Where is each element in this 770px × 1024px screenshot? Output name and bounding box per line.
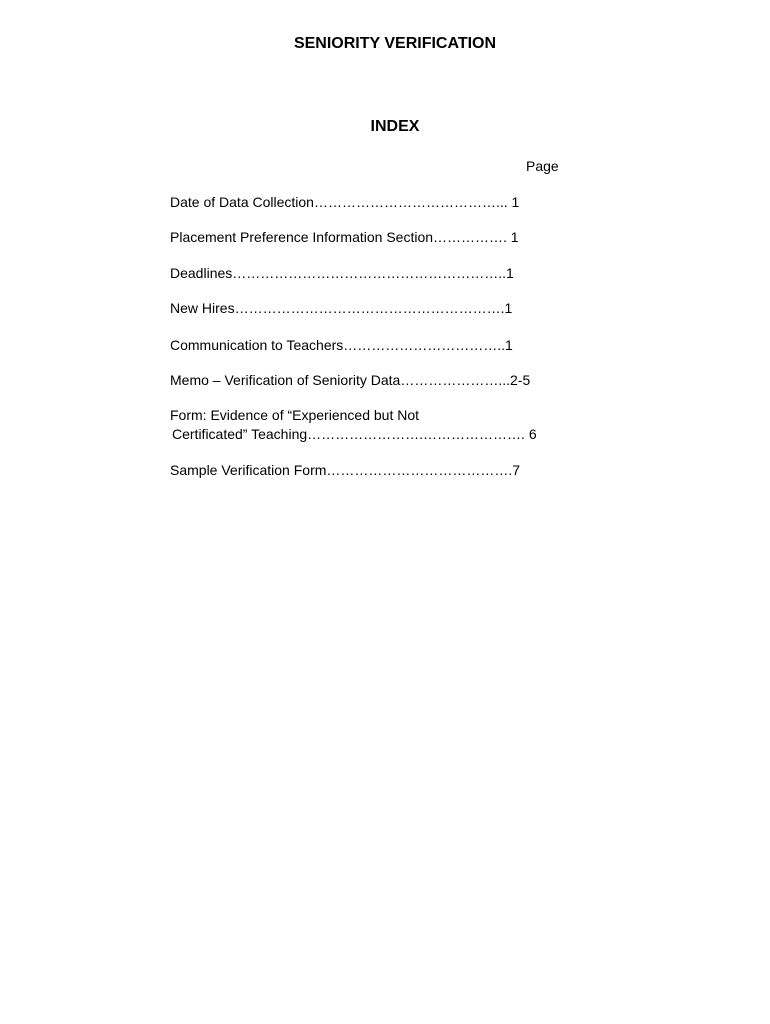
toc-entry-placement-preference: Placement Preference Information Section……………. 1 [170,229,519,245]
page-column-header: Page [526,158,559,174]
toc-entry-form-evidence-line-2: Certificated” Teaching…………………….…………………. 6 [172,426,537,442]
toc-entry-deadlines: Deadlines…………………………………………………..1 [170,265,514,281]
toc-entry-sample-verification-form: Sample Verification Form………………………………….7 [170,462,521,478]
toc-entry-date-of-data-collection: Date of Data Collection…………………………………... 1 [170,194,520,210]
toc-entry-form-evidence-line-1: Form: Evidence of “Experienced but Not [170,407,420,423]
index-heading: INDEX [370,118,420,135]
document-title: SENIORITY VERIFICATION [293,35,497,52]
toc-entry-memo-verification: Memo – Verification of Seniority Data…………………...2-5 [170,372,531,388]
toc-entry-communication-to-teachers: Communication to Teachers……………………………..1 [170,337,513,353]
toc-entry-new-hires: New Hires………………………………………………….1 [170,300,513,316]
